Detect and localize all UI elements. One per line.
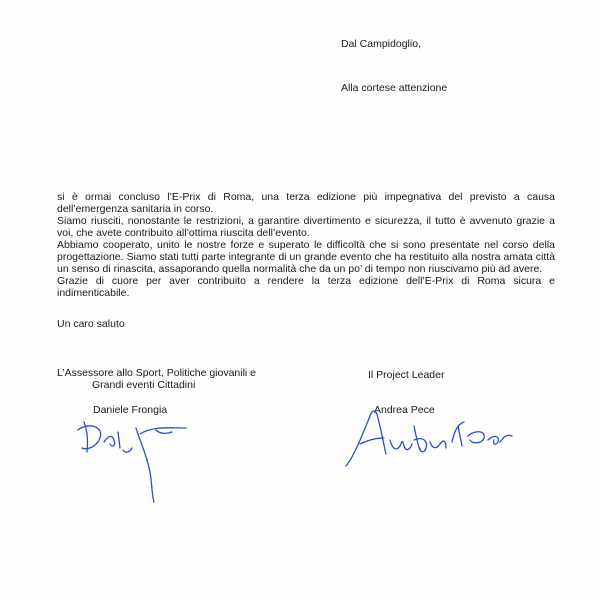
body-paragraph-4: Grazie di cuore per aver contribuito a rendere la terza edizione dell’E-Prix di Roma sicura e indimenticabile. xyxy=(57,275,555,299)
right-signatory-name: Andrea Pece xyxy=(374,404,435,416)
letter-closing: Un caro saluto xyxy=(57,318,125,330)
left-title-line-2: Grandi eventi Cittadini xyxy=(92,379,196,391)
left-title-line-1: L’Assessore allo Sport, Politiche giovanili e xyxy=(57,367,257,379)
left-handwritten-signature xyxy=(74,412,204,504)
letter-greeting-header: Dal Campidoglio, xyxy=(341,38,421,50)
right-handwritten-signature xyxy=(340,396,515,476)
letter-attention-line: Alla cortese attenzione xyxy=(341,82,448,94)
body-paragraph-3: Abbiamo cooperato, unito le nostre forze e superato le difficoltà che si sono presentate nel corso della progettazione. Siamo stati tutti parte integrante di un grande evento che ha restituito alla nostra amata città un senso di rinascita, assaporando quella normalità che da un po’ di tempo non riuscivamo più ad avere. xyxy=(57,239,555,275)
letter-body xyxy=(57,191,555,299)
left-signatory-title xyxy=(57,367,277,391)
right-signatory-title: Il Project Leader xyxy=(368,369,445,381)
body-paragraph-1: si è ormai concluso l’E-Prix di Roma, una terza edizione più impegnativa del previsto a causa dell’emergenza sanitaria in corso. xyxy=(57,191,555,215)
body-paragraph-2: Siamo riusciti, nonostante le restrizioni, a garantire divertimento e sicurezza, il tutto è avvenuto grazie a voi, che avete contribuito all’ottima riuscita dell’evento. xyxy=(57,215,555,239)
left-signatory-name: Daniele Frongia xyxy=(93,404,168,416)
